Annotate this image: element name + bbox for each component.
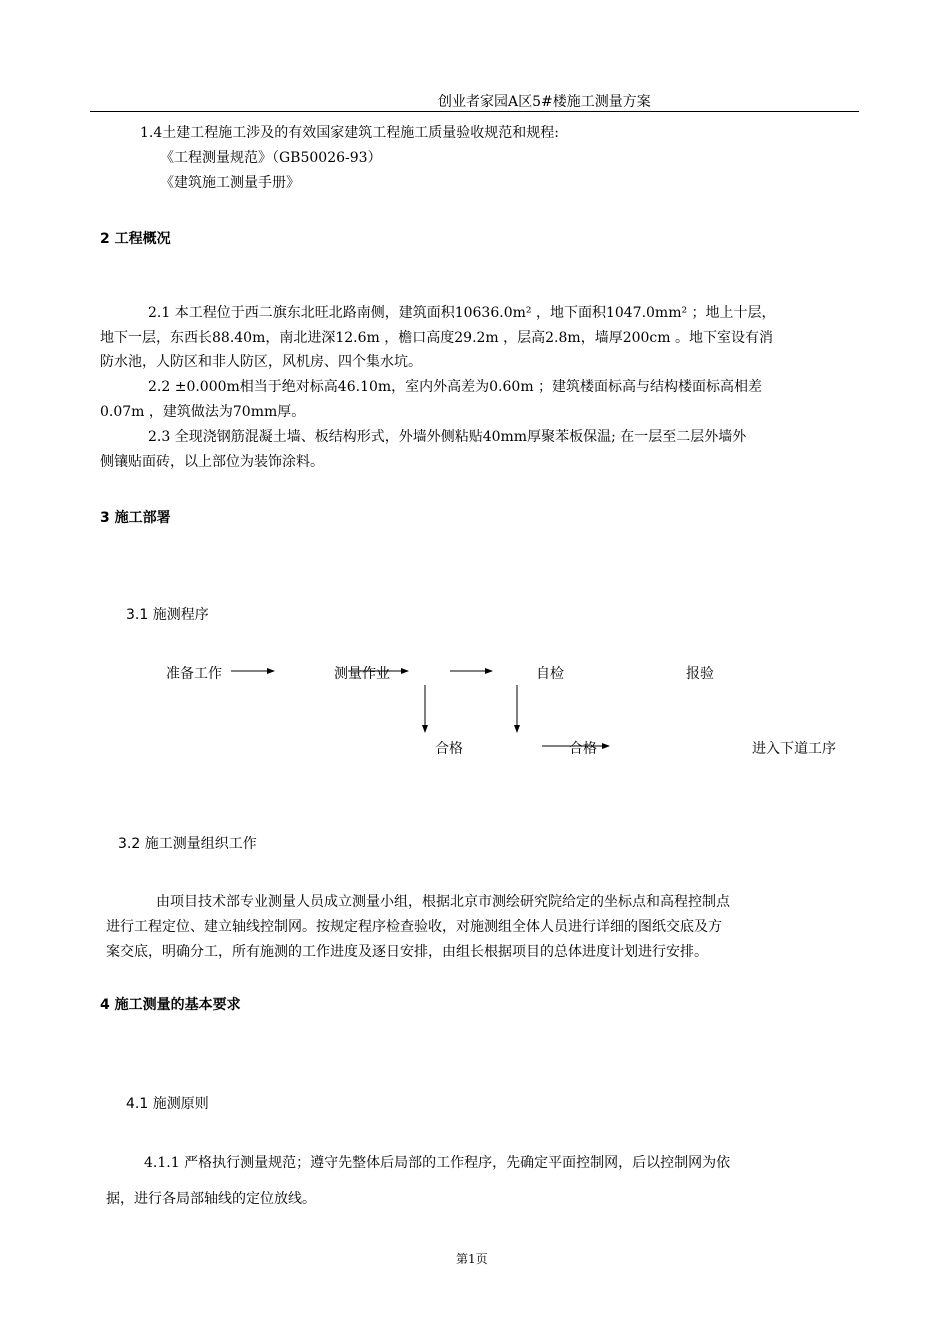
para-4-1-1-line-1: 4.1.1 严格执行测量规范；遵守先整体后局部的工作程序，先确定平面控制网，后以控制网为依 <box>144 1155 731 1171</box>
page-number: 第1页 <box>456 1252 488 1266</box>
flow-step-prepare: 准备工作 <box>166 666 222 682</box>
org-para-line-3: 案交底，明确分工，所有施测的工作进度及逐日安排，由组长根据项目的总体进度计划进行安排。 <box>106 944 708 960</box>
section-4-heading: 4 施工测量的基本要求 <box>100 997 241 1013</box>
para-2-2-line-1: 2.2 ±0.000m相当于绝对标高46.10m，室内外高差为0.60m ；建筑楼面标高与结构楼面标高相差 <box>148 379 763 395</box>
reference-1: 《工程测量规范》（GB50026-93） <box>160 150 382 166</box>
subsection-4-1-heading: 4.1 施测原则 <box>126 1096 209 1112</box>
flow-step-report: 报验 <box>686 666 714 682</box>
flow-pass-1: 合格 <box>435 741 463 757</box>
org-para-line-1: 由项目技术部专业测量人员成立测量小组，根据北京市测绘研究院给定的坐标点和高程控制点 <box>156 894 730 910</box>
flow-pass-2: 合格 <box>569 741 597 757</box>
org-para-line-2: 进行工程定位、建立轴线控制网。按规定程序检查验收，对施测组全体人员进行详细的图纸交底及方 <box>106 919 722 935</box>
para-4-1-1-line-2: 据，进行各局部轴线的定位放线。 <box>106 1191 316 1207</box>
para-2-1-line-3: 防水池，人防区和非人防区，风机房、四个集水坑。 <box>100 354 422 370</box>
item-1-4: 1.4土建工程施工涉及的有效国家建筑工程施工质量验收规范和规程: <box>140 125 559 141</box>
para-2-3-line-2: 侧镶贴面砖，以上部位为装饰涂料。 <box>100 454 324 470</box>
section-2-heading: 2 工程概况 <box>100 231 171 247</box>
reference-2: 《建筑施工测量手册》 <box>160 175 300 191</box>
flow-step-selfcheck: 自检 <box>536 666 564 682</box>
para-2-2-line-2: 0.07m ，建筑做法为70mm厚。 <box>100 404 306 420</box>
subsection-3-1-heading: 3.1 施测程序 <box>126 607 209 623</box>
para-2-3-line-1: 2.3 全现浇钢筋混凝土墙、板结构形式，外墙外侧粘贴40mm厚聚苯板保温; 在一层至二层外墙外 <box>148 429 747 445</box>
subsection-3-2-heading: 3.2 施工测量组织工作 <box>118 836 257 852</box>
flow-step-survey: 测量作业 <box>334 666 390 682</box>
para-2-1-line-1: 2.1 本工程位于西二旗东北旺北路南侧，建筑面积10636.0m² ，地下面积1047.0mm² ；地上十层， <box>148 305 776 321</box>
document-header-title: 创业者家园A区5#楼施工测量方案 <box>438 94 651 110</box>
section-3-heading: 3 施工部署 <box>100 510 171 526</box>
para-2-1-line-2: 地下一层，东西长88.40m，南北进深12.6m ，檐口高度29.2m ，层高2.8m，墙厚200cm 。地下室设有消 <box>100 330 773 346</box>
flow-next-process: 进入下道工序 <box>752 741 836 757</box>
